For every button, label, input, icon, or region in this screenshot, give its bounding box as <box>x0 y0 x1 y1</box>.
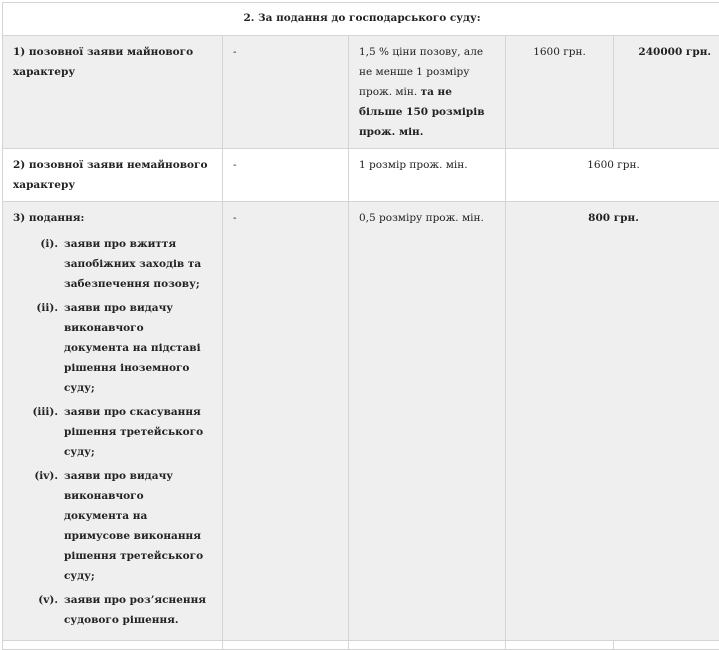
subitem-list <box>13 234 212 630</box>
row-col2: - <box>223 202 349 641</box>
row-label: 1) позовної заяви майнового характеру <box>3 36 223 149</box>
list-item <box>13 234 212 294</box>
subitem-text: заяви про скасування рішення третейського суду; <box>64 402 212 462</box>
row-label-cell <box>3 202 223 641</box>
table-row-partial <box>3 641 719 650</box>
subitem-number: (v). <box>13 590 64 630</box>
subitem-text: заяви про вжиття запобіжних заходів та забезпечення позову; <box>64 234 212 294</box>
row-col2: - <box>223 149 349 202</box>
section-title: 2. За подання до господарського суду: <box>3 3 719 36</box>
empty-cell <box>3 641 223 650</box>
subitem-number: (iv). <box>13 466 64 586</box>
empty-cell <box>349 641 506 650</box>
rate-text: 1,5 % ціни позову, але не менше 1 розміру прож. мін. <box>359 46 483 98</box>
subitem-number: (ii). <box>13 298 64 398</box>
row-amount: 1600 грн. <box>506 149 719 202</box>
list-item <box>13 590 212 630</box>
list-item <box>13 298 212 398</box>
row-label: 2) позовної заяви немайнового характеру <box>3 149 223 202</box>
row-amount: 800 грн. <box>506 202 719 641</box>
rate-limit-text: та не більше 150 розмірів прож. мін. <box>359 86 485 138</box>
list-item <box>13 402 212 462</box>
row-min-amount: 1600 грн. <box>506 36 614 149</box>
empty-cell <box>614 641 719 650</box>
subitem-number: (iii). <box>13 402 64 462</box>
empty-cell <box>506 641 614 650</box>
empty-cell <box>223 641 349 650</box>
row-rate: 0,5 розміру прож. мін. <box>349 202 506 641</box>
row-col2: - <box>223 36 349 149</box>
subitem-number: (i). <box>13 234 64 294</box>
table-row <box>3 36 719 149</box>
subitem-text: заяви про видачу виконавчого документа на примусове виконання рішення третейського суду; <box>64 466 212 586</box>
table-row <box>3 149 719 202</box>
row-rate <box>349 36 506 149</box>
table-row <box>3 202 719 641</box>
section-header-row <box>3 3 719 36</box>
subitem-text: заяви про роз’яснення судового рішення. <box>64 590 212 630</box>
subitem-text: заяви про видачу виконавчого документа на підставі рішення іноземного суду; <box>64 298 212 398</box>
court-fee-table <box>2 2 719 650</box>
row-rate: 1 розмір прож. мін. <box>349 149 506 202</box>
row-max-amount: 240000 грн. <box>614 36 719 149</box>
list-item <box>13 466 212 586</box>
row-label: 3) подання: <box>13 208 212 228</box>
